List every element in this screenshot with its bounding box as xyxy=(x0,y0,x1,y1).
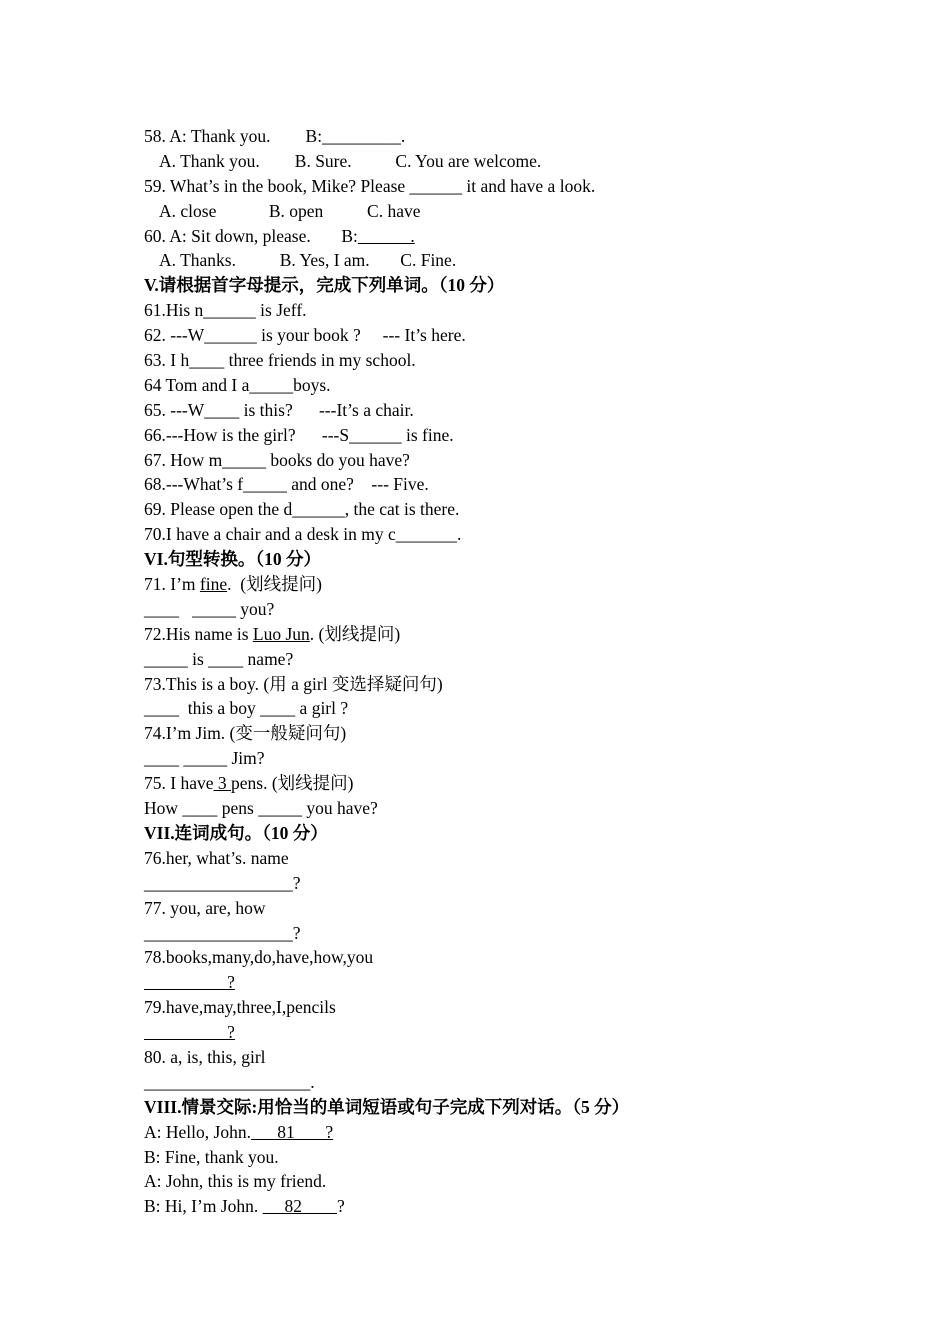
line-text: VI.句型转换。（10 分） xyxy=(144,549,321,570)
line-text: B: Hi, I’m John. xyxy=(144,1196,263,1217)
line-text: 72.His name is xyxy=(144,623,253,644)
line-q78-answer xyxy=(144,970,864,995)
underlined-text: . xyxy=(357,225,415,246)
line-text: ___________________. xyxy=(144,1071,315,1092)
underlined-text: 81 ? xyxy=(250,1121,334,1142)
underlined-text: 3 xyxy=(213,773,231,794)
line-q65 xyxy=(144,398,864,423)
line-q69 xyxy=(144,497,864,522)
line-text: 62. ---W______ is your book ? --- It’s here. xyxy=(144,325,466,346)
line-q71-answer xyxy=(144,597,864,622)
line-q70 xyxy=(144,522,864,547)
line-q76-answer xyxy=(144,871,864,896)
line-q60-options xyxy=(144,248,864,273)
line-q72-answer xyxy=(144,647,864,672)
line-text: _________________? xyxy=(144,872,301,893)
line-text: 71. I’m xyxy=(144,574,200,595)
line-text: pens. (划线提问) xyxy=(231,773,354,794)
line-text: A: Hello, John. xyxy=(144,1121,251,1142)
line-text: ____ this a boy ____ a girl ? xyxy=(144,698,349,719)
line-q74-answer xyxy=(144,746,864,771)
line-text: A: John, this is my friend. xyxy=(144,1171,327,1192)
underlined-text: fine xyxy=(199,574,228,595)
line-text: 78.books,many,do,have,how,you xyxy=(144,947,374,968)
section-heading-section-v xyxy=(144,273,864,298)
line-q79 xyxy=(144,995,864,1020)
line-q74 xyxy=(144,721,864,746)
line-text: ____ _____ Jim? xyxy=(144,748,265,769)
line-text: A. close B. open C. have xyxy=(159,200,421,221)
line-text: 80. a, is, this, girl xyxy=(144,1046,266,1067)
line-q63 xyxy=(144,348,864,373)
line-text: ____ _____ you? xyxy=(144,598,275,619)
line-text: 60. A: Sit down, please. B: xyxy=(144,225,358,246)
line-q61 xyxy=(144,298,864,323)
line-dialog-4 xyxy=(144,1194,864,1219)
line-text: 65. ---W____ is this? ---It’s a chair. xyxy=(144,399,414,420)
line-text: 70.I have a chair and a desk in my c_______. xyxy=(144,524,462,545)
line-text: 68.---What’s f_____ and one? --- Five. xyxy=(144,474,429,495)
line-q59-options xyxy=(144,199,864,224)
line-q66 xyxy=(144,423,864,448)
underlined-text: ? xyxy=(144,972,235,993)
line-text: 77. you, are, how xyxy=(144,897,266,918)
line-q71 xyxy=(144,572,864,597)
line-q75-answer xyxy=(144,796,864,821)
line-text: . (划线提问) xyxy=(227,574,322,595)
line-dialog-1 xyxy=(144,1120,864,1145)
line-text: _________. xyxy=(322,126,406,146)
line-q72 xyxy=(144,622,864,647)
worksheet xyxy=(144,124,864,1219)
line-text: ? xyxy=(337,1196,345,1217)
line-text: . (划线提问) xyxy=(309,623,401,644)
line-q73 xyxy=(144,672,864,697)
line-text: VII.连词成句。（10 分） xyxy=(144,822,328,843)
line-q64 xyxy=(144,373,864,398)
line-text: 58. A: Thank you. B: xyxy=(144,126,323,146)
line-text: _____ is ____ name? xyxy=(144,648,294,669)
section-heading-section-viii xyxy=(144,1095,864,1120)
line-q59 xyxy=(144,174,864,199)
line-text: 63. I h____ three friends in my school. xyxy=(144,350,416,371)
line-text: B: Fine, thank you. xyxy=(144,1146,279,1167)
underlined-text: ? xyxy=(144,1022,235,1043)
line-q78 xyxy=(144,945,864,970)
line-dialog-2 xyxy=(144,1145,864,1170)
line-text: A. Thank you. B. Sure. C. You are welcome. xyxy=(159,150,542,171)
line-text: 67. How m_____ books do you have? xyxy=(144,449,410,470)
line-text: A. Thanks. B. Yes, I am. C. Fine. xyxy=(159,250,457,271)
line-q75 xyxy=(144,771,864,796)
line-text: VIII.情景交际:用恰当的单词短语或句子完成下列对话。（5 分） xyxy=(144,1096,630,1117)
line-text: 69. Please open the d______, the cat is there. xyxy=(144,499,460,520)
line-text: 79.have,may,three,I,pencils xyxy=(144,997,336,1018)
line-text: 64 Tom and I a_____boys. xyxy=(144,374,331,395)
line-text: 61.His n______ is Jeff. xyxy=(144,300,307,321)
line-text: 75. I have xyxy=(144,773,214,794)
line-text: 66.---How is the girl? ---S______ is fine. xyxy=(144,424,454,445)
line-q80-answer xyxy=(144,1070,864,1095)
line-text: 74.I’m Jim. (变一般疑问句) xyxy=(144,723,347,744)
line-q67 xyxy=(144,448,864,473)
section-heading-section-vi xyxy=(144,547,864,572)
underlined-text: 82 xyxy=(262,1196,337,1217)
line-q60 xyxy=(144,224,864,249)
section-heading-section-vii xyxy=(144,821,864,846)
line-dialog-3 xyxy=(144,1169,864,1194)
line-text: 73.This is a boy. (用 a girl 变选择疑问句) xyxy=(144,673,443,694)
line-text: 76.her, what’s. name xyxy=(144,847,289,868)
line-q77-answer xyxy=(144,921,864,946)
line-text: _________________? xyxy=(144,922,301,943)
line-q77 xyxy=(144,896,864,921)
line-q58-options xyxy=(144,149,864,174)
line-q58 xyxy=(144,124,864,149)
line-text: 59. What’s in the book, Mike? Please ______ it and have a look. xyxy=(144,175,596,196)
line-text: V.请根据首字母提示，完成下列单词。（10 分） xyxy=(144,275,505,296)
line-q73-answer xyxy=(144,696,864,721)
underlined-text: Luo Jun xyxy=(252,623,310,644)
line-q79-answer xyxy=(144,1020,864,1045)
line-q68 xyxy=(144,472,864,497)
line-q62 xyxy=(144,323,864,348)
line-q76 xyxy=(144,846,864,871)
line-text: How ____ pens _____ you have? xyxy=(144,798,378,819)
line-q80 xyxy=(144,1045,864,1070)
